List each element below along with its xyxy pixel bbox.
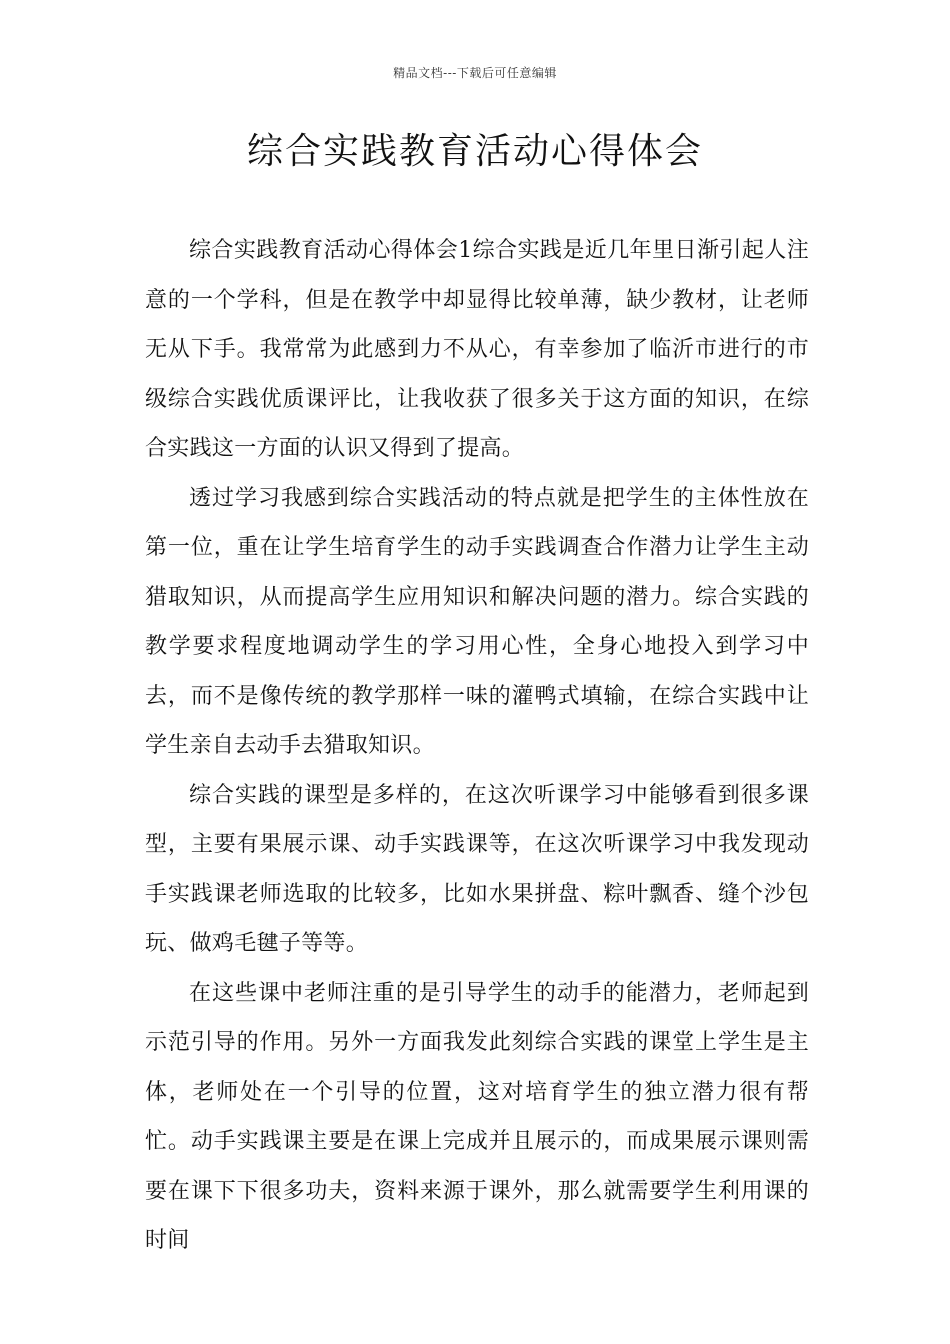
paragraph-3: 综合实践的课型是多样的，在这次听课学习中能够看到很多课型，主要有果展示课、动手实践课等，在这次听课学习中我发现动手实践课老师选取的比较多，比如水果拼盘、粽叶飘香、缝个沙包玩、做鸡毛毽子等等。 (145, 782, 809, 956)
paragraph-4: 在这些课中老师注重的是引导学生的动手的能潜力，老师起到示范引导的作用。另外一方面我发此刻综合实践的课堂上学生是主体，老师处在一个引导的位置，这对培育学生的独立潜力很有帮忙。动手实践课主要是在课上完成并且展示的，而成果展示课则需要在课下下很多功夫，资料来源于课外，那么就需要学生利用课的时间 (145, 980, 809, 1253)
document-title: 综合实践教育活动心得体会 (246, 131, 703, 172)
document-body (145, 226, 809, 1266)
paragraph-2: 透过学习我感到综合实践活动的特点就是把学生的主体性放在第一位，重在让学生培育学生的动手实践调查合作潜力让学生主动猎取知识，从而提高学生应用知识和解决问题的潜力。综合实践的教学要求程度地调动学生的学习用心性，全身心地投入到学习中去，而不是像传统的教学那样一味的灌鸭式填输，在综合实践中让学生亲自去动手去猎取知识。 (145, 485, 809, 758)
paragraph-1: 综合实践教育活动心得体会1综合实践是近几年里日渐引起人注意的一个学科，但是在教学中却显得比较单薄，缺少教材，让老师无从下手。我常常为此感到力不从心，有幸参加了临沂市进行的市级综合实践优质课评比，让我收获了很多关于这方面的知识，在综合实践这一方面的认识又得到了提高。 (145, 238, 809, 461)
header-note: 精品文档---下载后可任意编辑 (393, 66, 557, 80)
